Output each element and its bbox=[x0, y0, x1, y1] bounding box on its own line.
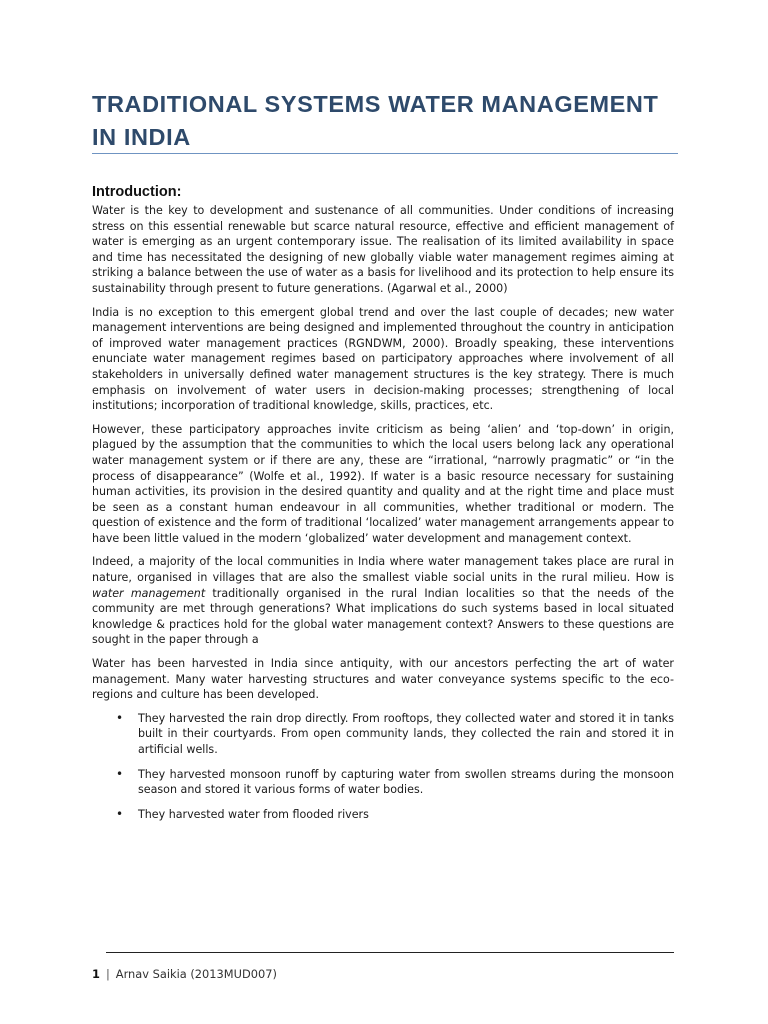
list-item: • They harvested the rain drop directly. From rooftops, they collected water and stored it in tanks built in their courtyards. From open community lands, they collected the rain and stored it in artificial wells. bbox=[138, 711, 674, 758]
document-page bbox=[92, 88, 674, 154]
paragraph bbox=[92, 554, 674, 648]
footer-author: Arnav Saikia (2013MUD007) bbox=[115, 967, 277, 981]
page-title: TRADITIONAL SYSTEMS WATER MANAGEMENT IN INDIA bbox=[92, 91, 659, 150]
title-divider bbox=[92, 153, 678, 154]
paragraph: Water has been harvested in India since antiquity, with our ancestors perfecting the art of water management. Many water harvesting structures and water conveyance systems specific to the eco-regions and culture has been developed. bbox=[92, 657, 674, 702]
bullet-list bbox=[92, 711, 674, 823]
paragraph: However, these participatory approaches invite criticism as being ‘alien’ and ‘top-down’ in origin, plagued by the assumption that the communities to which the local users belong lack any operational water management system or if there are any, these are “irrational, “narrowly pragmatic” or “in the process of disappearance” (Wolfe et al., 1992). If water is a basic resource necessary for sustaining human activities, its provision in the desired quantity and quality and at the right time and place must be seen as a constant human endeavour in all communities, whether traditional or modern. The question of existence and the form of traditional ‘localized’ water management arrangements appear to have been little valued in the modern ‘globalized’ water development and management context. bbox=[92, 422, 674, 545]
paragraph: Water is the key to development and sustenance of all communities. Under conditions of increasing stress on this essential renewable but scarce natural resource, effective and efficient management of water is emerging as an urgent contemporary issue. The realisation of its limited availability in space and time has necessitated the designing of new globally viable water management regimes aiming at striking a balance between the use of water as a basis for livelihood and its protection to help ensure its sustainability through present to future generations. (Agarwal et al., 2000) bbox=[92, 204, 674, 295]
document-body bbox=[92, 203, 674, 831]
footer-separator: | bbox=[105, 967, 110, 981]
paragraph-text: Indeed, a majority of the local communities in India where water management takes place are rural in nature, organised in villages that are also the smallest viable social units in the rural milieu. How is bbox=[92, 555, 674, 585]
page-number: 1 bbox=[92, 967, 100, 981]
footer-divider bbox=[106, 952, 674, 953]
page-footer bbox=[92, 967, 277, 981]
paragraph-text: traditionally organised in the rural Indian localities so that the needs of the community are met through generations? What implications do such systems based in local situated knowledge & practices hold for the global water management context? Answers to these questions are sought in the paper through a bbox=[92, 586, 674, 647]
list-item: • They harvested water from flooded rivers bbox=[138, 807, 674, 823]
emphasis-text: water management bbox=[92, 586, 206, 600]
section-heading: Introduction: bbox=[92, 184, 182, 200]
list-item: • They harvested monsoon runoff by capturing water from swollen streams during the monsoon season and stored it various forms of water bodies. bbox=[138, 767, 674, 798]
paragraph: India is no exception to this emergent global trend and over the last couple of decades; new water management interventions are being designed and implemented throughout the country in anticipation of improved water management practices (RGNDWM, 2000). Broadly speaking, these interventions enunciate water management regimes based on participatory approaches where involvement of all stakeholders in universally defined water management structures is the key strategy. There is much emphasis on involvement of water users in decision-making processes; strengthening of local institutions; incorporation of traditional knowledge, skills, practices, etc. bbox=[92, 305, 674, 413]
